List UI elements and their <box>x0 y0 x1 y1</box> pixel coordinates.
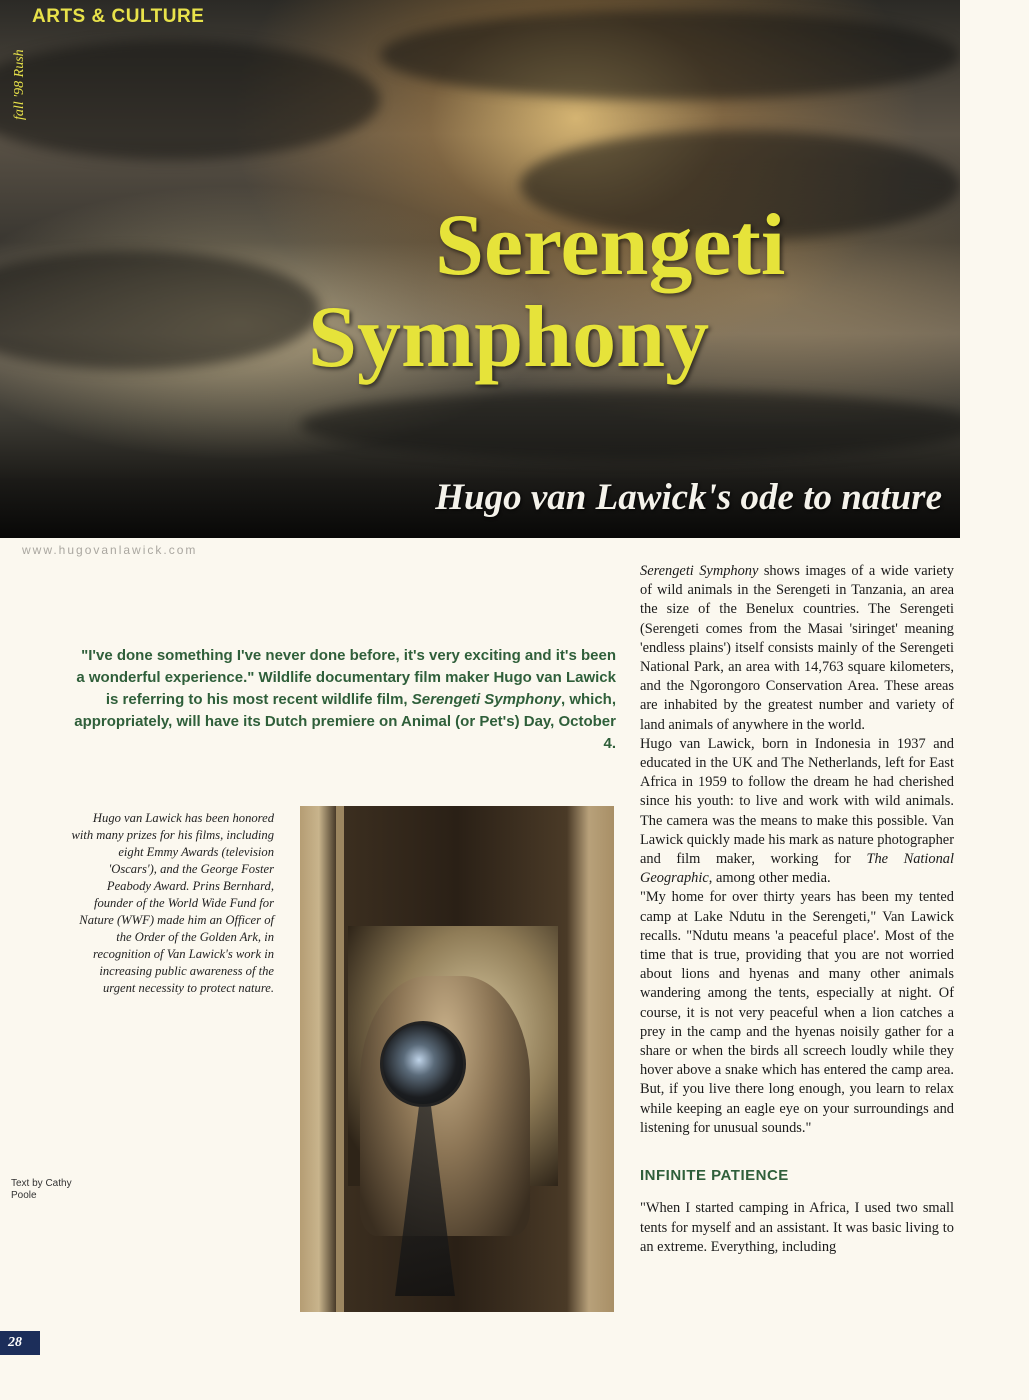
body-paragraph: "My home for over thirty years has been my tented camp at Lake Ndutu in the Serengeti," Van Lawick recalls. "Ndutu means 'a peaceful place'. Most of the time that is true, providing that you are not worried about lions and hyenas and many other animals wandering among the tents, especially at night. Of course, it is not very peaceful when a lion catches a prey in the camp and the hyenas noisily gather for a share or when the birds all screech loudly while they hover above a snake which has entered the camp area. But, if you live there long enough, you learn to relax while keeping an eagle eye on your surroundings and listening for unusual sounds." <box>640 889 954 1136</box>
body-paragraph <box>640 562 954 735</box>
author-credit: Text by Cathy Poole <box>11 1178 72 1201</box>
section-label: ARTS & CULTURE <box>32 6 205 27</box>
cloud-shape <box>300 390 960 460</box>
filmmaker-figure <box>360 976 530 1236</box>
paragraph-text: shows images of a wide variety of wild animals in the Serengeti in Tanzania, an area the size of the Benelux countries. The Serengeti (Serengeti comes from the Masai 'siringet' meaning 'endless plains') itself consists mainly of the Serengeti National Park, an area with 14,763 square kilometers, and the Ngorongoro Conservation Area. These areas are inhabited by the greatest number and variety of land animals of anywhere in the world. <box>640 563 954 733</box>
hero-photo <box>0 0 960 538</box>
website-url: www.hugovanlawick.com <box>22 543 198 557</box>
body-paragraph <box>640 735 954 889</box>
issue-label: fall '98 Rush <box>12 49 27 120</box>
publication-title: The National Geographic <box>640 851 955 887</box>
camera-lens-icon <box>380 1021 466 1107</box>
paragraph-text: , among other media. <box>708 870 831 887</box>
body-text-column <box>640 562 954 1257</box>
pull-quote <box>70 645 616 755</box>
article-subtitle: Hugo van Lawick's ode to nature <box>435 477 942 518</box>
pull-quote-part-2: , which, appropriately, will have its Dutch premiere on Animal (or Pet's) Day, October 4. <box>74 691 616 752</box>
cloud-shape <box>0 250 320 370</box>
title-line-2: Symphony <box>308 289 710 386</box>
pull-quote-part-1: "I've done something I've never done before, it's very exciting and it's been a wonderful experience." Wildlife documentary film maker Hugo van Lawick is referring to his most recent wildlife film, <box>76 647 616 708</box>
article-title <box>300 197 786 386</box>
filmmaker-photo <box>300 806 614 1312</box>
cloud-shape <box>0 40 380 160</box>
pull-quote-film-title: Serengeti Symphony <box>411 691 561 708</box>
photo-caption: Hugo van Lawick has been honored with many prizes for his films, including eight Emmy Awards (television 'Oscars'), and the George Foster Peabody Award. Prins Bernhard, founder of the World Wide Fund for Nature (WWF) made him an Officer of the Order of the Golden Ark, in recognition of Van Lawick's work in increasing public awareness of the urgent necessity to protect nature. <box>71 811 274 995</box>
body-paragraph: "When I started camping in Africa, I used two small tents for myself and an assistant. It was basic living to an extreme. Everything, including <box>640 1200 954 1255</box>
film-title: Serengeti Symphony <box>640 563 759 579</box>
page-number: 28 <box>0 1331 40 1355</box>
door-frame <box>336 806 344 1312</box>
section-subhead: INFINITE PATIENCE <box>640 1167 789 1185</box>
title-line-1: Serengeti <box>435 197 786 294</box>
paragraph-text: Hugo van Lawick, born in Indonesia in 1937 and educated in the UK and The Netherlands, left for East Africa in 1959 to follow the dream he had cherished since his youth: to live and work with wild animals. The camera was the means to make this possible. Van Lawick quickly made his mark as nature photographer and film maker, working for <box>640 735 954 868</box>
cloud-shape <box>380 10 960 100</box>
